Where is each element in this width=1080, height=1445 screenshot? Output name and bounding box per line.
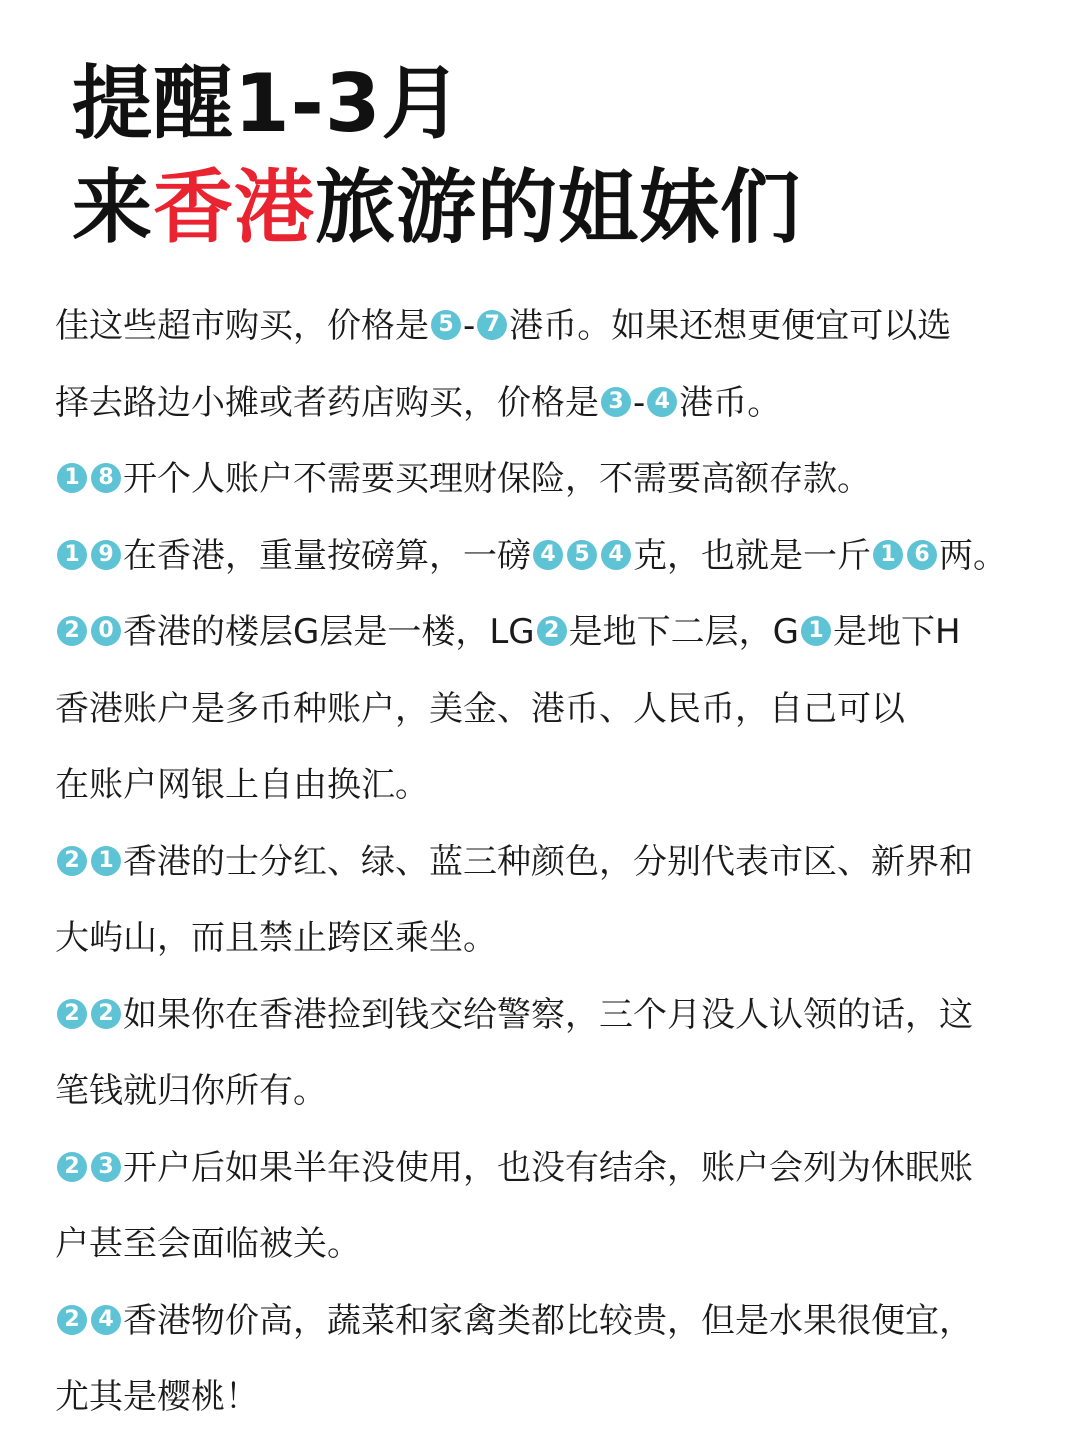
text-segment: 开个人账户不需要买理财保险，不需要高额存款。	[123, 459, 871, 499]
text-segment: 克，也就是一斤	[633, 535, 871, 576]
text-segment: -	[633, 382, 646, 423]
text-segment: 笔钱就归你所有。	[55, 1071, 327, 1111]
text-line	[55, 594, 1065, 671]
text-line	[55, 900, 1065, 977]
title-highlight: 香港	[153, 161, 315, 254]
number-badge: 7	[477, 310, 507, 340]
number-badge: 1	[873, 540, 903, 570]
title-line-2	[72, 156, 801, 260]
number-badge: 6	[907, 540, 937, 570]
number-badge: 1	[91, 846, 121, 876]
title-prefix: 来	[72, 161, 153, 254]
text-segment: 尤其是樱桃！	[55, 1377, 259, 1417]
text-line	[55, 1359, 1065, 1436]
text-line	[55, 1130, 1065, 1207]
text-segment: -	[463, 306, 476, 346]
text-segment: 开户后如果半年没使用，也没有结余，账户会列为休眠账	[123, 1147, 973, 1188]
text-segment: 佳这些超市购买，价格是	[55, 306, 429, 346]
number-badge: 4	[533, 540, 563, 570]
text-line	[55, 977, 1065, 1054]
number-badge: 2	[57, 1305, 87, 1335]
text-line	[55, 288, 1065, 365]
page-title	[72, 52, 801, 260]
text-segment: 大屿山，而且禁止跨区乘坐。	[55, 918, 497, 958]
text-segment: 港币。	[679, 382, 782, 423]
number-badge: 3	[601, 387, 631, 417]
number-badge: 2	[537, 616, 567, 646]
number-badge: 5	[567, 540, 597, 570]
number-badge: 1	[57, 540, 87, 570]
text-line	[55, 671, 1065, 748]
text-line	[55, 1053, 1065, 1130]
text-segment: 是地下H	[833, 612, 961, 652]
text-segment: 是地下二层，G	[568, 612, 799, 652]
number-badge: 1	[801, 616, 831, 646]
number-badge: 4	[91, 1305, 121, 1335]
text-line	[55, 518, 1065, 595]
text-line	[55, 824, 1065, 901]
text-line	[55, 1283, 1065, 1360]
title-line-1: 提醒1-3月	[72, 57, 463, 150]
title-suffix: 旅游的姐妹们	[315, 161, 801, 254]
text-segment: 香港账户是多币种账户，美金、港币、人民币，自己可以	[55, 688, 905, 729]
article-body	[55, 288, 1065, 1436]
number-badge: 0	[91, 616, 121, 646]
text-segment: 港币。如果还想更便宜可以选	[509, 306, 952, 346]
number-badge: 2	[57, 1152, 87, 1182]
number-badge: 3	[91, 1152, 121, 1182]
text-line	[55, 1206, 1065, 1283]
number-badge: 8	[91, 463, 121, 493]
text-segment: 在账户网银上自由换汇。	[55, 765, 429, 805]
text-segment: 两。	[939, 535, 1007, 576]
text-segment: 择去路边小摊或者药店购买，价格是	[55, 382, 599, 423]
number-badge: 9	[91, 540, 121, 570]
text-segment: 在香港，重量按磅算，一磅	[123, 535, 531, 576]
text-line	[55, 365, 1065, 442]
number-badge: 2	[57, 846, 87, 876]
number-badge: 2	[57, 999, 87, 1029]
number-badge: 4	[601, 540, 631, 570]
text-segment: 香港的楼层G层是一楼，LG	[123, 612, 535, 652]
number-badge: 2	[91, 999, 121, 1029]
text-segment: 香港的士分红、绿、蓝三种颜色，分别代表市区、新界和	[123, 841, 973, 882]
text-segment: 户甚至会面临被关。	[55, 1224, 361, 1264]
text-segment: 如果你在香港捡到钱交给警察，三个月没人认领的话，这	[123, 994, 973, 1035]
text-line	[55, 747, 1065, 824]
number-badge: 2	[57, 616, 87, 646]
number-badge: 1	[57, 463, 87, 493]
number-badge: 5	[431, 310, 461, 340]
text-line	[55, 441, 1065, 518]
text-segment: 香港物价高，蔬菜和家禽类都比较贵，但是水果很便宜，	[123, 1300, 973, 1341]
number-badge: 4	[647, 387, 677, 417]
